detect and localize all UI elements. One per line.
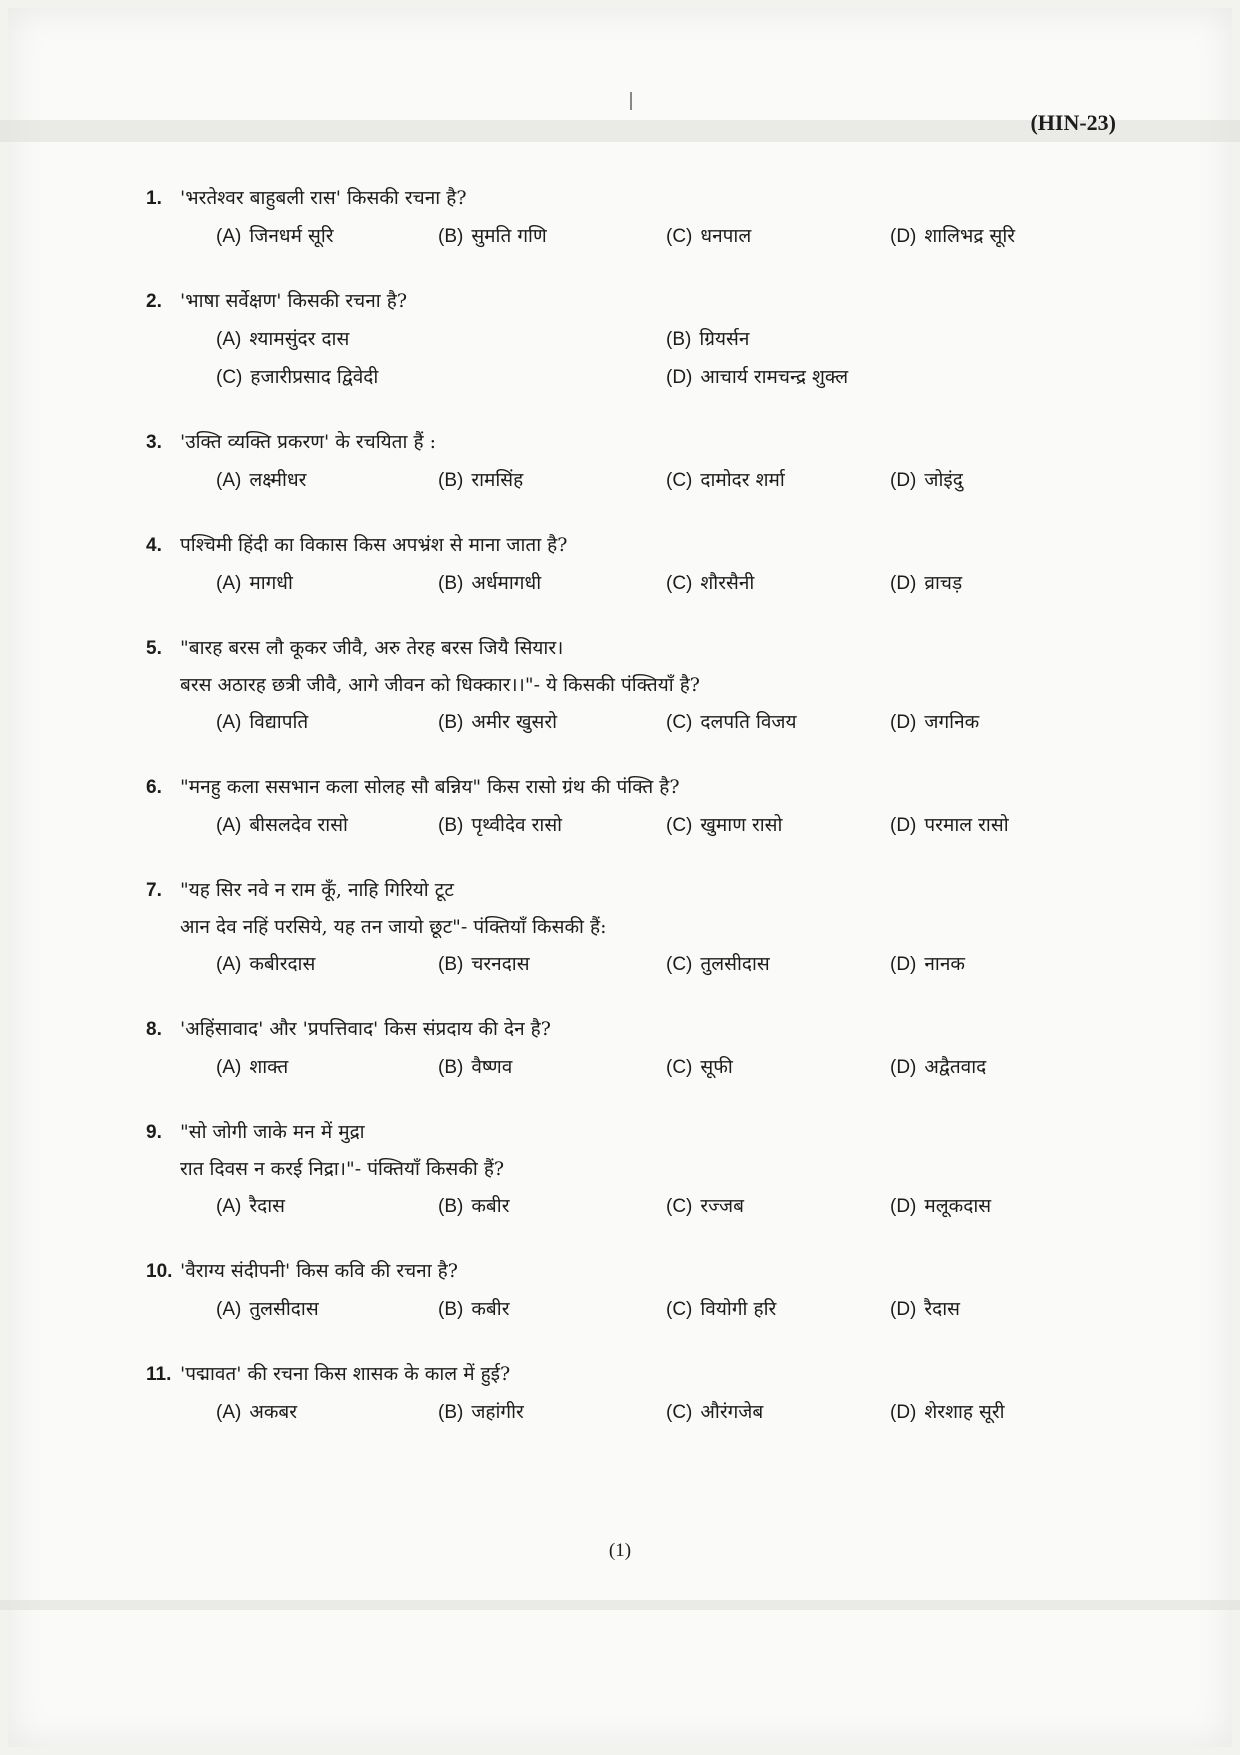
option-text: शाक्त <box>249 1056 289 1078</box>
option-label: (B) <box>438 815 464 836</box>
option-text: लक्ष्मीधर <box>249 469 307 491</box>
option-text: आचार्य रामचन्द्र शुक्ल <box>700 366 849 388</box>
option-text: तुलसीदास <box>700 953 770 975</box>
question-item <box>146 769 1106 846</box>
option-text: मलूकदास <box>924 1195 992 1217</box>
option-label: (D) <box>890 815 917 836</box>
question-text-line <box>146 667 1106 703</box>
option-d <box>890 1187 991 1226</box>
option-label: (A) <box>216 815 242 836</box>
option-text: शेरशाह सूरी <box>924 1401 1005 1423</box>
option-d <box>890 1048 986 1087</box>
option-d <box>890 703 979 742</box>
option-label: (D) <box>890 712 917 733</box>
option-label: (C) <box>666 1402 693 1423</box>
page-number: (1) <box>608 1540 632 1561</box>
option-a <box>216 217 334 256</box>
option-label: (B) <box>666 329 692 350</box>
option-text: जिनधर्म सूरि <box>249 225 334 247</box>
option-label: (B) <box>438 573 464 594</box>
option-text: श्यामसुंदर दास <box>249 328 350 350</box>
option-label: (A) <box>216 470 242 491</box>
option-label: (C) <box>666 1196 693 1217</box>
option-b <box>438 1290 509 1329</box>
question-number: 1. <box>146 188 162 209</box>
option-label: (A) <box>216 1299 242 1320</box>
option-d <box>890 1393 1005 1432</box>
question-text-line <box>146 1356 1106 1393</box>
option-label: (D) <box>890 470 917 491</box>
option-text: तुलसीदास <box>249 1298 319 1320</box>
question-text-line <box>146 769 1106 806</box>
option-label: (B) <box>438 470 464 491</box>
option-b <box>438 945 530 984</box>
question-text: "बारह बरस लौ कूकर जीवै, अरु तेरह बरस जियै सियार। <box>180 637 564 659</box>
question-item <box>146 283 1106 398</box>
option-label: (A) <box>216 1196 242 1217</box>
option-label: (B) <box>438 226 464 247</box>
option-d <box>890 806 1009 845</box>
question-list <box>146 180 1106 1459</box>
option-label: (B) <box>438 1196 464 1217</box>
option-b <box>438 1048 512 1087</box>
option-label: (C) <box>666 954 693 975</box>
option-text: बीसलदेव रासो <box>249 814 348 836</box>
question-text: रात दिवस न करई निद्रा।"- पंक्तियाँ किसकी हैं? <box>180 1158 505 1180</box>
option-text: शौरसैनी <box>700 572 755 594</box>
option-b <box>438 806 562 845</box>
option-text: दलपति विजय <box>700 711 797 733</box>
option-label: (C) <box>666 815 693 836</box>
question-text-line <box>146 1151 1106 1187</box>
question-number: 7. <box>146 880 162 901</box>
option-text: वैष्णव <box>471 1056 513 1078</box>
option-label: (D) <box>890 1402 917 1423</box>
question-item <box>146 180 1106 257</box>
option-a <box>216 1290 319 1329</box>
option-label: (D) <box>666 367 693 388</box>
option-a <box>216 1187 285 1226</box>
options-group <box>146 1290 1106 1330</box>
question-number: 3. <box>146 432 162 453</box>
option-label: (A) <box>216 226 242 247</box>
question-text: 'पद्मावत' की रचना किस शासक के काल में हुई? <box>180 1363 511 1385</box>
option-text: वियोगी हरि <box>700 1298 777 1320</box>
question-item <box>146 1114 1106 1227</box>
option-b <box>438 461 523 500</box>
option-text: कबीरदास <box>249 953 316 975</box>
option-text: विद्यापति <box>249 711 309 733</box>
option-label: (D) <box>890 954 917 975</box>
question-number: 2. <box>146 291 162 312</box>
option-text: रज्जब <box>700 1195 744 1217</box>
option-c <box>666 564 754 603</box>
option-label: (B) <box>438 1057 464 1078</box>
option-label: (D) <box>890 573 917 594</box>
option-text: नानक <box>924 953 965 975</box>
question-item <box>146 424 1106 501</box>
question-number: 6. <box>146 777 162 798</box>
options-group <box>146 320 1106 398</box>
option-c <box>666 703 797 742</box>
option-text: सूफी <box>700 1056 733 1078</box>
question-number: 11. <box>146 1364 172 1385</box>
option-b <box>438 703 557 742</box>
option-label: (A) <box>216 712 242 733</box>
scan-mark <box>630 92 632 110</box>
option-b <box>666 320 749 359</box>
option-text: अर्धमागधी <box>471 572 542 594</box>
question-text: पश्चिमी हिंदी का विकास किस अपभ्रंश से माना जाता है? <box>180 534 568 556</box>
option-text: अद्वैतवाद <box>924 1056 987 1078</box>
option-label: (C) <box>216 367 243 388</box>
question-text-line <box>146 1253 1106 1290</box>
option-b <box>438 217 547 256</box>
option-text: औरंगजेब <box>700 1401 764 1423</box>
option-c <box>666 806 782 845</box>
option-c <box>666 1187 744 1226</box>
options-group <box>146 945 1106 985</box>
option-text: अकबर <box>249 1401 298 1423</box>
option-a <box>216 1393 297 1432</box>
question-text-line <box>146 630 1106 667</box>
option-c <box>666 461 785 500</box>
option-label: (A) <box>216 1057 242 1078</box>
scan-artifact-band <box>0 1600 1240 1610</box>
option-a <box>216 564 293 603</box>
option-text: चरनदास <box>471 953 530 975</box>
options-group <box>146 461 1106 501</box>
option-text: रामसिंह <box>471 469 524 491</box>
question-number: 10. <box>146 1261 173 1282</box>
question-item <box>146 1253 1106 1330</box>
option-text: रैदास <box>924 1298 961 1320</box>
question-item <box>146 1356 1106 1433</box>
option-c <box>666 945 770 984</box>
question-number: 9. <box>146 1122 162 1143</box>
option-text: पृथ्वीदेव रासो <box>471 814 563 836</box>
option-text: खुमाण रासो <box>700 814 783 836</box>
option-label: (A) <box>216 1402 242 1423</box>
option-b <box>438 564 541 603</box>
option-text: व्राचड़ <box>924 572 963 594</box>
option-label: (B) <box>438 1402 464 1423</box>
question-text: 'अहिंसावाद' और 'प्रपत्तिवाद' किस संप्रदाय की देन है? <box>180 1018 551 1040</box>
option-a <box>216 320 349 359</box>
question-text: 'भरतेश्वर बाहुबली रास' किसकी रचना है? <box>180 187 467 209</box>
option-c <box>216 358 378 397</box>
option-text: परमाल रासो <box>924 814 1009 836</box>
question-text-line <box>146 424 1106 461</box>
option-label: (B) <box>438 712 464 733</box>
option-a <box>216 945 315 984</box>
option-label: (D) <box>890 1057 917 1078</box>
question-number: 8. <box>146 1019 162 1040</box>
option-c <box>666 1290 776 1329</box>
option-text: सुमति गणि <box>471 225 547 247</box>
question-text: 'भाषा सर्वेक्षण' किसकी रचना है? <box>180 290 408 312</box>
option-text: अमीर खुसरो <box>471 711 558 733</box>
options-group <box>146 1048 1106 1088</box>
options-group <box>146 1393 1106 1433</box>
option-c <box>666 217 751 256</box>
option-label: (A) <box>216 329 242 350</box>
option-text: मागधी <box>249 572 293 594</box>
question-text: बरस अठारह छत्री जीवै, आगे जीवन को धिक्कार।।"- ये किसकी पंक्तियाँ है? <box>180 674 700 696</box>
option-d <box>890 1290 960 1329</box>
question-text: 'उक्ति व्यक्ति प्रकरण' के रचयिता हैं : <box>180 431 437 453</box>
option-b <box>438 1393 524 1432</box>
option-label: (C) <box>666 470 693 491</box>
question-number: 4. <box>146 535 162 556</box>
options-group <box>146 217 1106 257</box>
question-number: 5. <box>146 638 162 659</box>
options-group <box>146 806 1106 846</box>
question-text-line <box>146 283 1106 320</box>
option-a <box>216 461 306 500</box>
option-a <box>216 1048 288 1087</box>
question-text: 'वैराग्य संदीपनी' किस कवि की रचना है? <box>180 1260 458 1282</box>
option-text: जहांगीर <box>471 1401 524 1423</box>
question-item <box>146 1011 1106 1088</box>
question-item <box>146 527 1106 604</box>
option-d <box>890 217 1015 256</box>
option-text: ग्रियर्सन <box>699 328 750 350</box>
option-text: दामोदर शर्मा <box>700 469 785 491</box>
question-text-line <box>146 527 1106 564</box>
question-text: आन देव नहिं परसिये, यह तन जायो छूट"- पंक्तियाँ किसकी हैं: <box>180 916 607 938</box>
option-label: (D) <box>890 1299 917 1320</box>
question-text: "मनहु कला ससभान कला सोलह सौ बन्निय" किस रासो ग्रंथ की पंक्ति है? <box>180 776 680 798</box>
option-text: जोइंदु <box>924 469 963 491</box>
option-label: (B) <box>438 1299 464 1320</box>
question-text: "यह सिर नवे न राम कूँ, नाहि गिरियो टूट <box>180 879 454 901</box>
paper-code: (HIN-23) <box>1030 110 1116 135</box>
option-text: कबीर <box>471 1195 510 1217</box>
question-text-line <box>146 1011 1106 1048</box>
option-label: (D) <box>890 226 917 247</box>
option-a <box>216 806 348 845</box>
option-d <box>890 945 965 984</box>
question-item <box>146 630 1106 743</box>
option-label: (A) <box>216 573 242 594</box>
option-text: धनपाल <box>700 225 752 247</box>
option-a <box>216 703 308 742</box>
question-text-line <box>146 1114 1106 1151</box>
question-text-line <box>146 909 1106 945</box>
option-label: (D) <box>890 1196 917 1217</box>
option-c <box>666 1393 763 1432</box>
option-label: (C) <box>666 573 693 594</box>
question-item <box>146 872 1106 985</box>
option-text: रैदास <box>249 1195 285 1217</box>
option-label: (C) <box>666 1299 693 1320</box>
options-group <box>146 564 1106 604</box>
question-text: "सो जोगी जाके मन में मुद्रा <box>180 1121 365 1143</box>
option-label: (B) <box>438 954 464 975</box>
option-d <box>666 358 848 397</box>
options-group <box>146 1187 1106 1227</box>
option-text: कबीर <box>471 1298 510 1320</box>
option-d <box>890 564 962 603</box>
option-label: (C) <box>666 226 693 247</box>
options-group <box>146 703 1106 743</box>
option-label: (A) <box>216 954 242 975</box>
option-text: हजारीप्रसाद द्विवेदी <box>250 366 379 388</box>
option-d <box>890 461 963 500</box>
question-text-line <box>146 180 1106 217</box>
option-text: शालिभद्र सूरि <box>924 225 1016 247</box>
option-label: (C) <box>666 1057 693 1078</box>
option-label: (C) <box>666 712 693 733</box>
option-c <box>666 1048 733 1087</box>
option-text: जगनिक <box>924 711 980 733</box>
option-b <box>438 1187 509 1226</box>
question-text-line <box>146 872 1106 909</box>
